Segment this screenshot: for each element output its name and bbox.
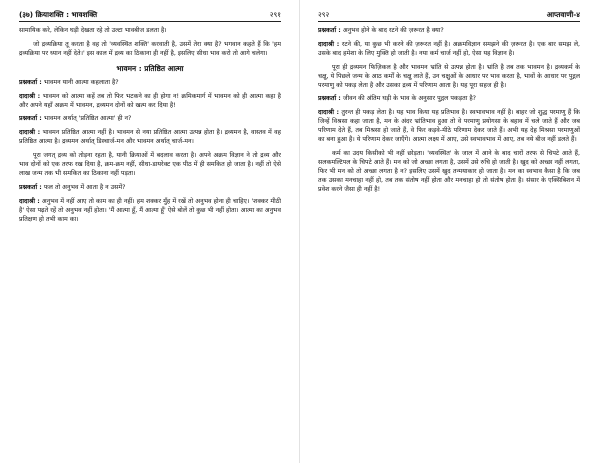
dialogue-text: भावमन को आत्मा कहें तब तो फिर भटकने का ही होगा न! क्रमिकमार्ग में भावमन को ही आत्मा कहा है और अपने यहाँ अक्रम में भावमन, द्रव्यमन दोनों को खत्म कर दिया है!	[19, 92, 281, 109]
left-page	[19, 10, 281, 455]
dialogue-text: भावमन अर्थात् 'प्रतिष्ठित आत्मा' ही न?	[43, 115, 132, 123]
page-gutter	[299, 0, 300, 463]
dialogue-paragraph	[19, 79, 281, 88]
left-page-body	[19, 27, 281, 225]
body-paragraph: पूरा जगत् द्रव्य को तोड़ना रहता है, यानी क्रियाओं में बदलाव करता है। अपने अक्रम विज्ञान ने तो द्रव्य और भाव दोनों को एक तरफ रख दिया है, क्रम-क्रम नहीं, सीधा-डायरेक्ट एक पीठ में ही समकित हो जाता है। नहीं तो ऐसे लाख जन्म तक भी समकित का ठिकाना नहीं पड़ता।	[19, 152, 281, 177]
dialogue-paragraph	[318, 109, 580, 145]
body-paragraph: कर्म का उदय किसीको भी नहीं छोड़ता। 'व्यवस्थित' के जाल में आने के बाद चारों तरफ से चिपटे आते हैं, सलकमल्टिपल के चिपटे आते हैं। मन को जो अच्छा लगता है, उसमें उसे रुचि हो जाती है। खुद को अच्छा नहीं लगता, फिर भी मन को तो अच्छा लगता है न? इसलिए उसमें खुद तन्मयाकार हो जाता है। मन का स्वभाव कैसा है कि जब तक उसका मनचाहा नहीं हो, तब तक संतोष नहीं होता और मनचाहा हो तो संतोष होता है। संसार के एक्सिबिशन में प्रवेश करने जैसा ही नहीं है!	[318, 149, 580, 193]
left-page-header	[19, 10, 281, 22]
left-page-number: २९१	[269, 10, 281, 19]
dialogue-paragraph	[19, 129, 281, 147]
dialogue-paragraph	[318, 95, 580, 104]
dialogue-text: फल तो अनुभव में आता है न उसमें?	[43, 183, 126, 191]
speaker-label: दादाश्री :	[318, 109, 340, 117]
right-page-header	[318, 10, 580, 22]
dialogue-paragraph	[318, 27, 580, 36]
speaker-label: दादाश्री :	[19, 92, 41, 100]
dialogue-text: भावमन यानी आत्मा कहलाता है?	[43, 78, 119, 86]
body-paragraph: पूरा ही द्रव्यमन फिज़िकल है और भावमन भ्रांति से उत्पन्न होता है। भ्रांति है तब तक भावमन है। द्रव्यकर्म के चक्षु, ये पिछले जन्म के आठ कर्मों के चक्षु लाते हैं, उन चक्षुओं के आधार पर भाव करता है, भावों के आधार पर पुद्गल परमाणु को पकड़ लेता है और उसका द्रव्य में परिणाम आता है। यह पूरा सहज ही है।	[318, 63, 580, 89]
dialogue-paragraph	[19, 184, 281, 193]
right-page-number: २९२	[318, 10, 330, 19]
dialogue-paragraph	[19, 93, 281, 111]
body-paragraph: सामायिक करे, लेकिन घड़ी देखता रहे तो उल्टा भावबीज डलता है।	[19, 27, 167, 34]
dialogue-text: तुरन्त ही पकड़ लेता है। यह भाव किया यह प्रतिभाव है। स्वभावभाव नहीं है। बाहर जो शुद्ध परमाणु हैं कि जिन्हें विश्रसा कहा जाता है, मन के अंदर भ्रांतिभाव हुआ तो वे परमाणु प्रयोगसा के बहाव में चले जाते हैं और जब परिणाम देते हैं, तब मिश्रसा हो जाते हैं, वे फिर कड़वे-मीठे परिणाम देकर जाते हैं। अभी यह देह मिश्रसा परमाणुओं का बना हुआ है। ये परिणाम देकर जाएँगे। आत्मा लक्ष्य में आए, उसे स्वभावभाव में आए, तब नये बीज नहीं डलते हैं।	[318, 109, 580, 144]
dialogue-text: भावमन प्रतिष्ठित आत्मा नहीं है। भावमन से नया प्रतिष्ठित आत्मा उत्पन्न होता है। द्रव्यमन है, वास्तव में वह प्रतिष्ठित आत्मा है। द्रव्यमन अर्थात् डिस्चार्ज-मन और भावमन अर्थात् चार्ज-मन।	[19, 129, 281, 146]
speaker-label: दादाश्री :	[19, 129, 41, 137]
right-running-title: आप्तवाणी-४	[546, 10, 580, 19]
dialogue-paragraph	[19, 198, 281, 225]
speaker-label: प्रश्नकर्ता :	[19, 183, 42, 191]
right-page	[318, 10, 580, 455]
speaker-label: दादाश्री :	[318, 40, 340, 48]
section-title: भावमन : प्रतिष्ठित आत्मा	[116, 63, 184, 73]
speaker-label: दादाश्री :	[19, 197, 40, 205]
right-page-body	[318, 27, 580, 195]
dialogue-paragraph	[318, 41, 580, 59]
speaker-label: प्रश्नकर्ता :	[19, 115, 42, 123]
left-running-title: (३७) क्रियाशक्ति : भावशक्ति	[19, 10, 98, 19]
speaker-label: प्रश्नकर्ता :	[318, 95, 341, 103]
body-paragraph: जो द्रव्यक्रिया तू करता है वह तो 'व्यवस्थित शक्ति' करवाती है, उसमें तेरा क्या है? भगवान कहते हैं कि 'हम द्रव्यक्रिया पर ध्यान नहीं देते।' इस काल में द्रव्य का ठिकाना ही नहीं है, इसलिए सीधा भाव करो तो आगे चलेगा।	[19, 40, 281, 57]
dialogue-text: रटने की, या कुछ भी करने की ज़रूरत नहीं है। अक्रमविज्ञान समझने की ज़रूरत है। एक बार समझ ले, उसके बाद हमेशा के लिए मुक्ति हो जाती है। नया कर्म चार्ज नहीं हो, ऐसा यह विज्ञान है।	[318, 40, 580, 57]
speaker-label: प्रश्नकर्ता :	[19, 78, 42, 86]
dialogue-text: जीवन की अंतिम घड़ी के भाव के अनुसार पुद्गल पकड़ता है?	[342, 95, 477, 103]
dialogue-text: अनुभव में नहीं आए तो काम का ही नहीं। हम शक्कर मुँह में रखें तो अनुभव होना ही चाहिए। 'शक्कर मीठी है' ऐसा पढ़ते रहें तो अनुभव नहीं होता। 'मैं आत्मा हूँ, मैं आत्मा हूँ' ऐसे बोलें तो कुछ भी नहीं होता। आत्मा का अनुभव प्रतिक्षण हो तभी काम का।	[19, 197, 281, 223]
speaker-label: प्रश्नकर्ता :	[318, 27, 341, 34]
dialogue-paragraph	[19, 115, 281, 124]
dialogue-text: अनुभव होने के बाद रटने की ज़रूरत है क्या?	[342, 27, 444, 34]
